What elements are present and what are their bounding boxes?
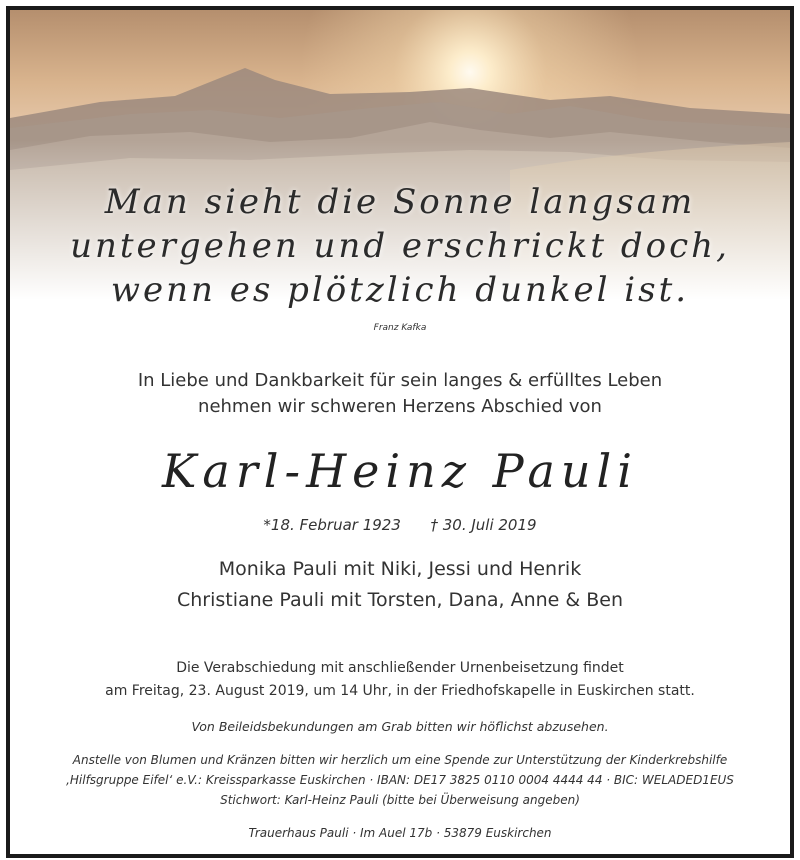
condolence-note: Von Beileidsbekundungen am Grab bitten wir höflichst abzusehen.: [191, 719, 609, 734]
family-line-1: Monika Pauli mit Niki, Jessi und Henrik: [218, 558, 582, 580]
intro-line-1: In Liebe und Dankbarkeit für sein langes & erfülltes Leben: [137, 370, 663, 391]
family-line-2: Christiane Pauli mit Torsten, Dana, Anne & Ben: [176, 589, 624, 611]
quote-line-3: wenn es plötzlich dunkel ist.: [110, 270, 690, 310]
birth-date: *18. Februar 1923: [263, 516, 401, 534]
donation-line-3: Stichwort: Karl-Heinz Pauli (bitte bei Überweisung angeben): [220, 793, 580, 807]
deceased-name: Karl-Heinz Pauli: [162, 444, 638, 498]
intro-line-2: nehmen wir schweren Herzens Abschied von: [198, 396, 602, 417]
death-date: † 30. Juli 2019: [430, 516, 537, 534]
obituary-card: [6, 6, 794, 858]
life-dates: [10, 516, 790, 534]
donation-line-1: Anstelle von Blumen und Kränzen bitten wir herzlich um eine Spende zur Unterstützung der Kinderkrebshilfe: [72, 753, 728, 767]
ceremony-line-1: Die Verabschiedung mit anschließender Urnenbeisetzung findet: [176, 660, 624, 676]
donation-line-2: ‚Hilfsgruppe Eifel‘ e.V.: Kreissparkasse Euskirchen · IBAN: DE17 3825 0110 0004 4444 44 · BIC: WELADED1EUS: [66, 773, 734, 787]
ceremony-line-2: am Freitag, 23. August 2019, um 14 Uhr, in der Friedhofskapelle in Euskirchen statt.: [105, 683, 695, 699]
footer-address: Trauerhaus Pauli · Im Auel 17b · 53879 Euskirchen: [248, 826, 552, 840]
quote-line-2: untergehen und erschrickt doch,: [70, 226, 730, 266]
quote-line-1: Man sieht die Sonne langsam: [104, 182, 696, 222]
quote-author: Franz Kafka: [373, 323, 427, 333]
